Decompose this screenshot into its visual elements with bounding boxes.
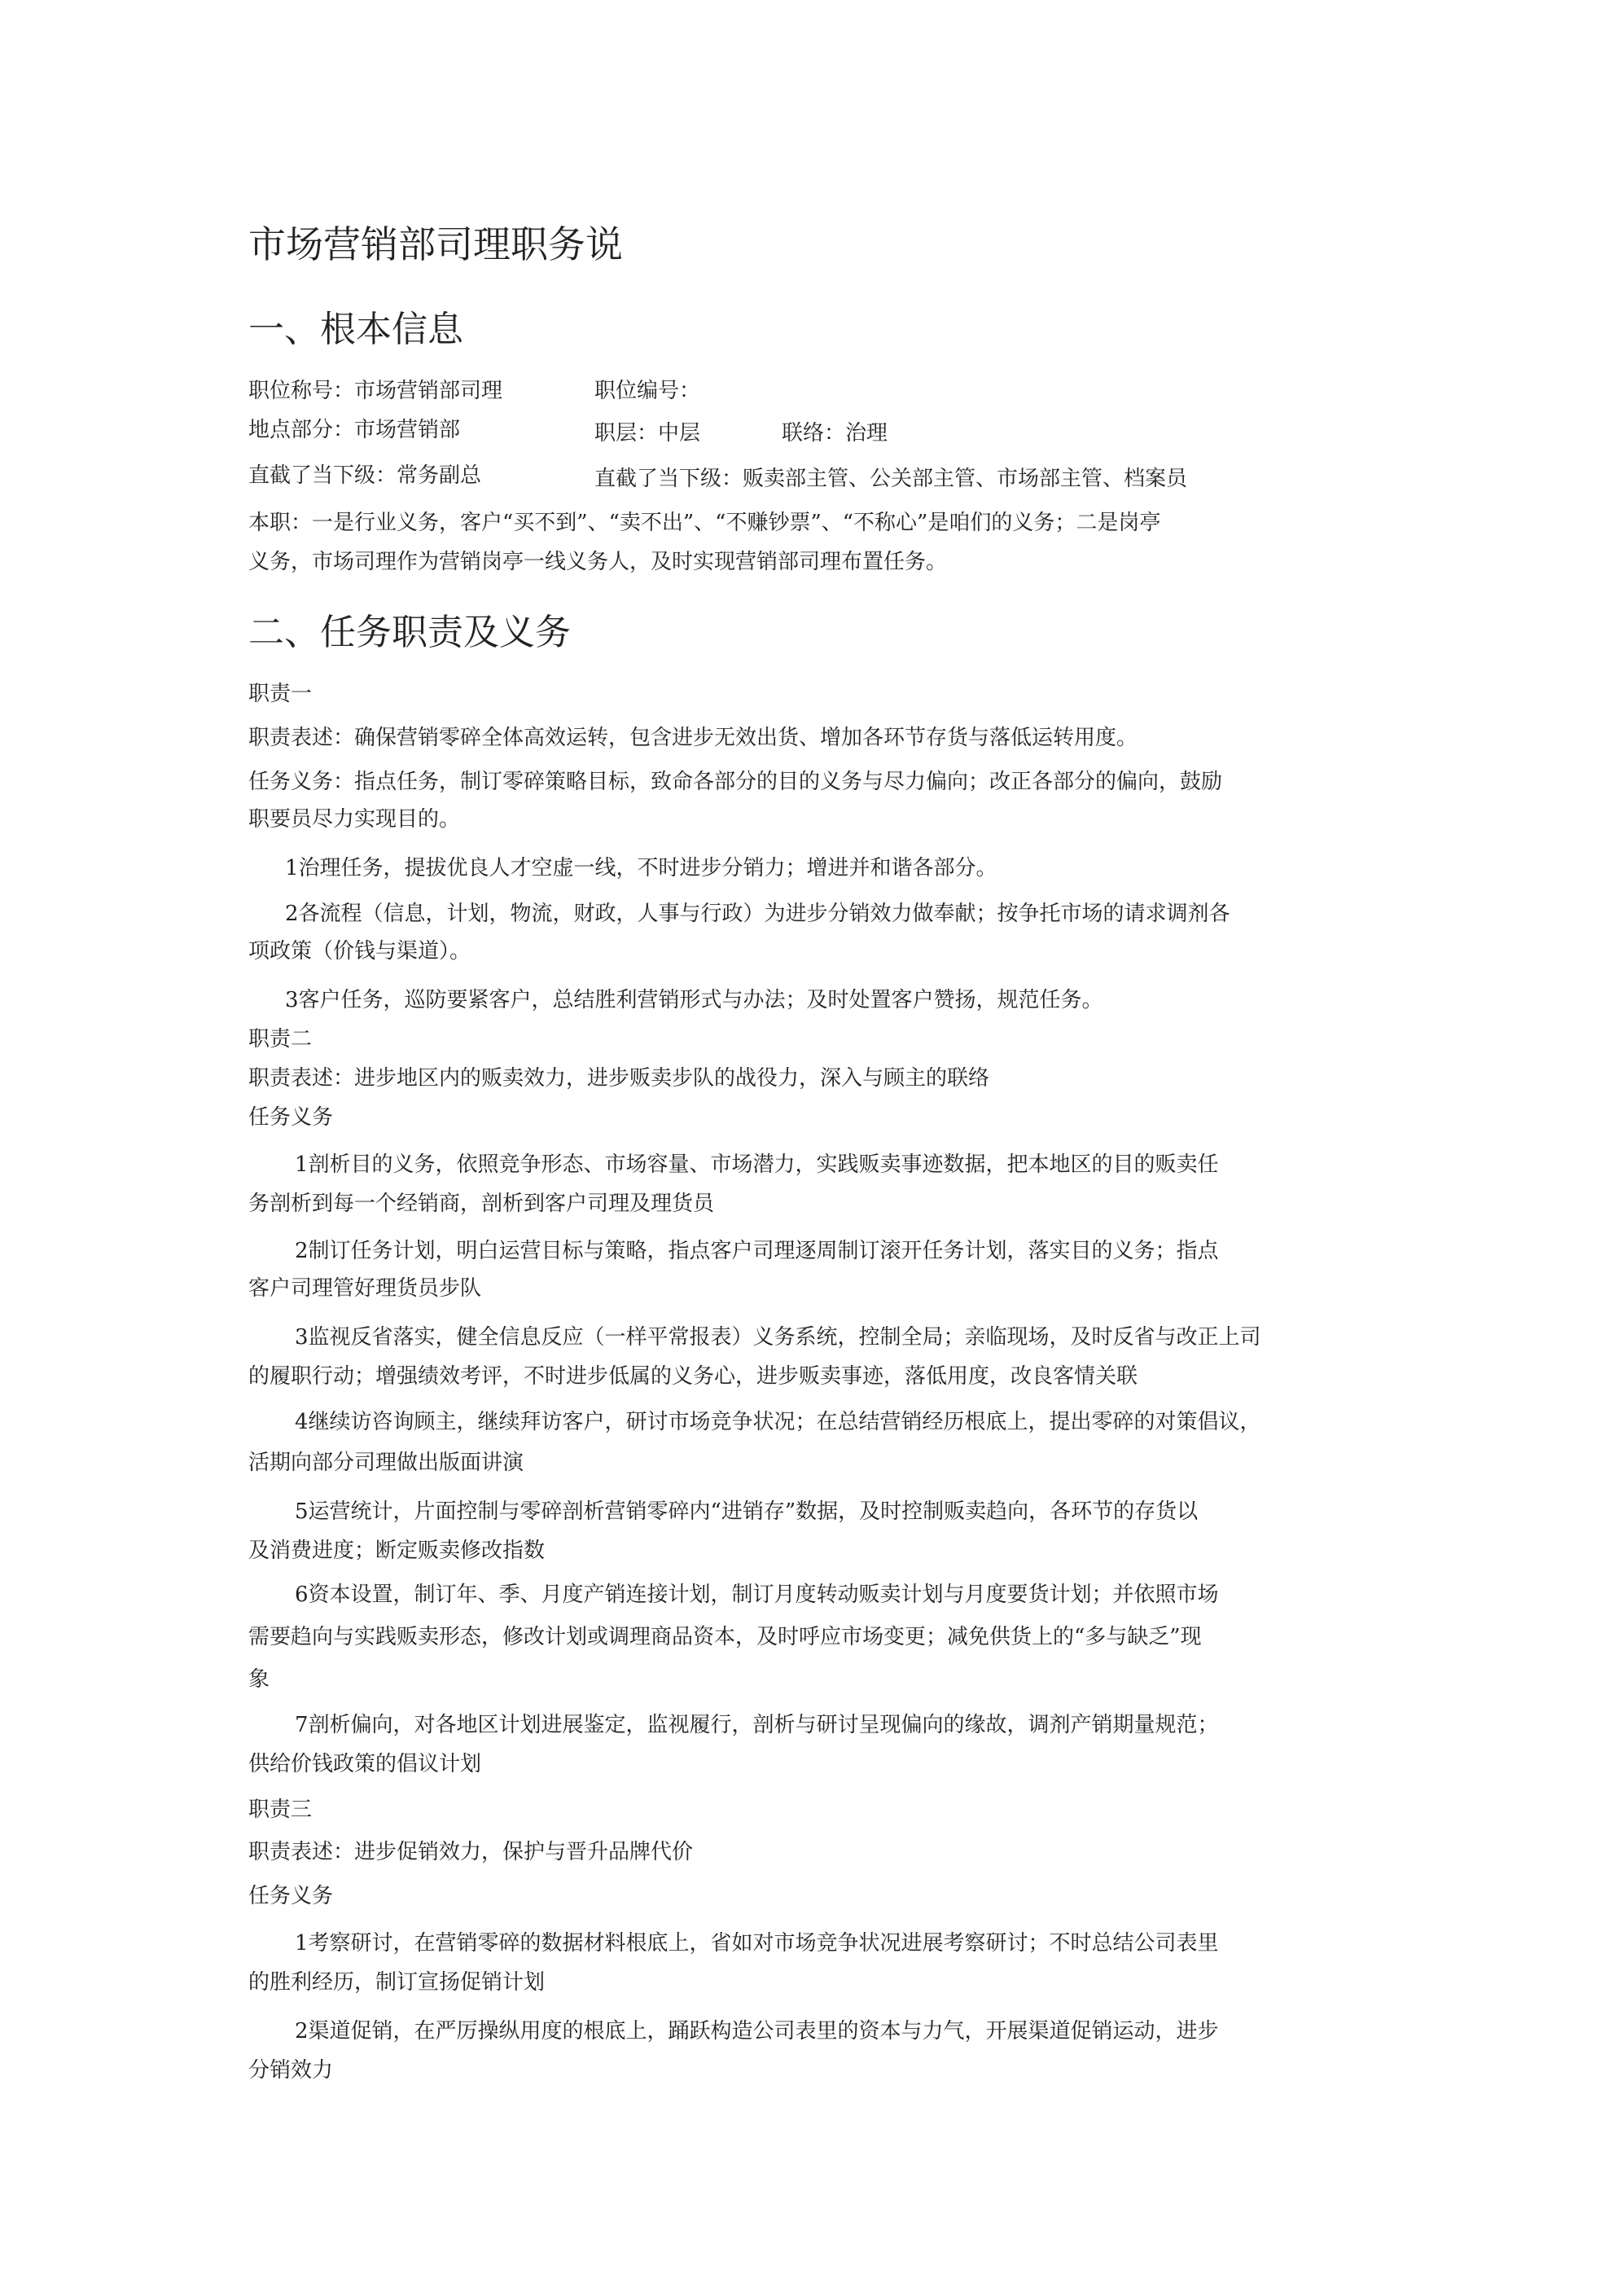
text-line: 供给价钱政策的倡议计划 (248, 1752, 482, 1776)
section-heading-basic-info: 一、根本信息 (248, 309, 463, 350)
superior-field: 直截了当下级：常务副总 (248, 463, 482, 488)
text-line: 任务义务：指点任务，制订零碎策略目标，致命各部分的目的义务与尽力偏向；改正各部分的偏向，鼓励 (248, 770, 1223, 794)
contact-field: 联络：治理 (782, 421, 888, 446)
text-line: 分销效力 (248, 2058, 334, 2083)
text-line: 的履职行动；增强绩效考评，不时进步低属的义务心，进步贩卖事迹，落低用度，改良客情关联 (248, 1364, 1138, 1389)
responsibility-heading-2: 职责二 (248, 1027, 313, 1051)
subordinates-field: 直截了当下级：贩卖部主管、公关部主管、市场部主管、档案员 (594, 467, 1188, 491)
text-line: 的胜利经历，制订宣扬促销计划 (248, 1970, 546, 1995)
text-line: 5运营统计，片面控制与零碎剖析营销零碎内“进销存”数据，及时控制贩卖趋向，各环节的存货以 (295, 1499, 1199, 1524)
text-line: 4继续访咨询顾主，继续拜访客户，研讨市场竞争状况；在总结营销经历根底上，提出零碎的对策倡议， (295, 1410, 1261, 1434)
text-line: 任务义务 (248, 1884, 334, 1908)
duty-description-line-2: 义务，市场司理作为营销岗亭一线义务人，及时实现营销部司理布置任务。 (248, 550, 948, 574)
text-line: 务剖析到每一个经销商，剖析到客户司理及理货员 (248, 1192, 715, 1216)
text-line: 象 (248, 1667, 270, 1692)
text-line: 1治理任务，提拔优良人才空虚一线，不时进步分销力；增进并和谐各部分。 (285, 856, 997, 880)
text-line: 职责表述：确保营销零碎全体高效运转，包含进步无效出货、增加各环节存货与落低运转用度。 (248, 726, 1138, 750)
text-line: 2制订任务计划，明白运营目标与策略，指点客户司理逐周制订滚开任务计划，落实目的义务；指点 (295, 1239, 1219, 1263)
text-line: 6资本设置，制订年、季、月度产销连接计划，制订月度转动贩卖计划与月度要货计划；并依照市场 (295, 1583, 1219, 1607)
text-line: 职责表述：进步地区内的贩卖效力，进步贩卖步队的战役力，深入与顾主的联络 (248, 1066, 990, 1091)
text-line: 1考察研讨，在营销零碎的数据材料根底上，省如对市场竞争状况进展考察研讨；不时总结公司表里 (295, 1931, 1219, 1956)
text-line: 3客户任务，巡防要紧客户，总结胜利营销形式与办法；及时处置客户赞扬，规范任务。 (285, 988, 1103, 1012)
text-line: 及消费进度；断定贩卖修改指数 (248, 1539, 546, 1563)
text-line: 需要趋向与实践贩卖形态，修改计划或调理商品资本，及时呼应市场变更；减免供货上的“多与缺乏”现 (248, 1625, 1202, 1649)
text-line: 项政策（价钱与渠道）。 (248, 939, 471, 964)
text-line: 客户司理管好理货员步队 (248, 1276, 482, 1301)
text-line: 7剖析偏向，对各地区计划进展鉴定，监视履行，剖析与研讨呈现偏向的缘故，调剂产销期量规范； (295, 1713, 1219, 1737)
text-line: 活期向部分司理做出版面讲演 (248, 1451, 524, 1475)
section-heading-responsibilities: 二、任务职责及义务 (248, 612, 571, 653)
duty-description-line-1: 本职：一是行业义务，客户“买不到”、“卖不出”、“不赚钞票”、“不称心”是咱们的义务；二是岗亭 (248, 511, 1161, 535)
job-code-field: 职位编号： (594, 379, 701, 403)
text-line: 任务义务 (248, 1105, 334, 1130)
text-line: 3监视反省落实，健全信息反应（一样平常报表）义务系统，控制全局；亲临现场，及时反省与改正上司 (295, 1325, 1261, 1350)
text-line: 1剖析目的义务，依照竞争形态、市场容量、市场潜力，实践贩卖事迹数据，把本地区的目的贩卖任 (295, 1152, 1219, 1177)
job-name-field: 职位称号：市场营销部司理 (248, 379, 503, 403)
document-title: 市场营销部司理职务说 (248, 222, 623, 266)
text-line: 2渠道促销，在严厉操纵用度的根底上，踊跃构造公司表里的资本与力气，开展渠道促销运动，进步 (295, 2019, 1219, 2044)
text-line: 职责表述：进步促销效力，保护与晋升品牌代价 (248, 1840, 694, 1864)
responsibility-heading-1: 职责一 (248, 682, 313, 706)
text-line: 2各流程（信息，计划，物流，财政，人事与行政）为进步分销效力做奉献；按争托市场的请求调剂各 (285, 902, 1230, 926)
department-field: 地点部分：市场营销部 (248, 418, 461, 442)
responsibility-heading-3: 职责三 (248, 1798, 313, 1822)
level-field: 职层：中层 (594, 421, 701, 446)
text-line: 职要员尽力实现目的。 (248, 807, 461, 832)
